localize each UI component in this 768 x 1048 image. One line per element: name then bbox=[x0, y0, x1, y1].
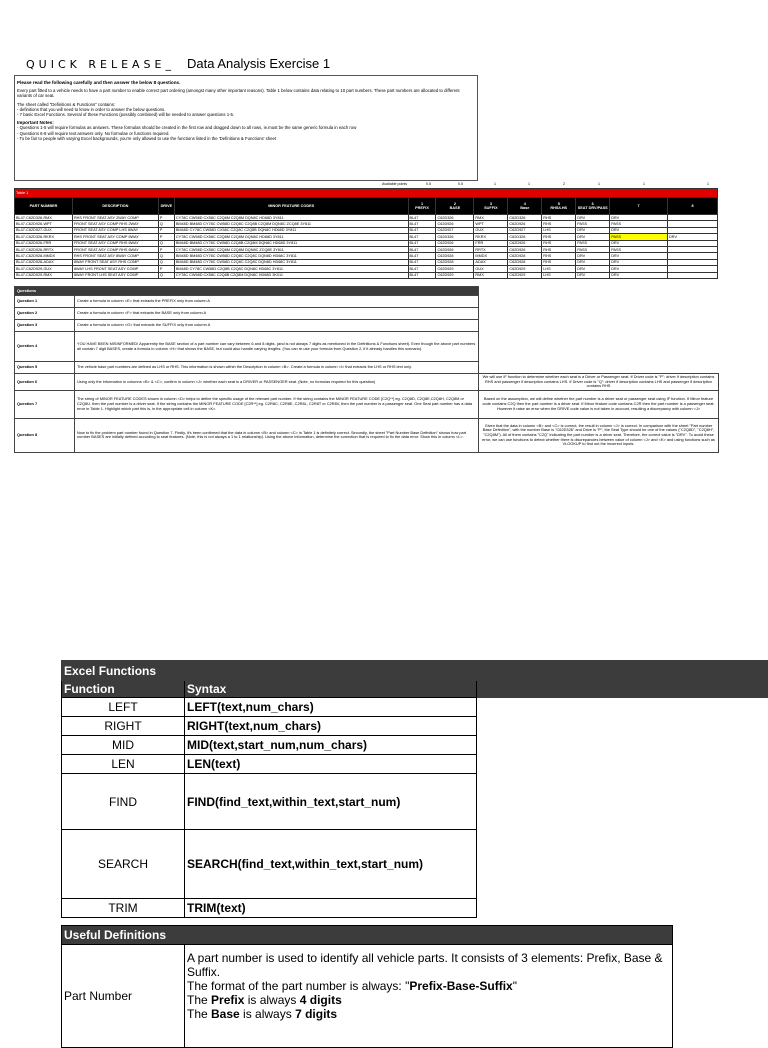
table-cell[interactable]: DRV bbox=[610, 227, 668, 233]
function-name: SEARCH bbox=[62, 830, 185, 899]
table-cell[interactable]: Q bbox=[158, 253, 174, 259]
table-cell[interactable]: RHS bbox=[542, 259, 576, 265]
question-text: Using only the information in columns <B> & <C>, confirm in column <J> whether each seat is a DRIVER or PASSENGER seat. (Note, no formulas required for this question) bbox=[75, 374, 479, 391]
table-cell[interactable]: FRONT SEAT ASY COMP LHS 8WAY bbox=[72, 227, 158, 233]
question-row bbox=[15, 332, 719, 362]
table-cell[interactable]: CY78C CW58D CX58C C2Q8M C2Q8M DQN8C HD68D 3Y811 bbox=[174, 215, 408, 221]
table-cell[interactable]: WPT bbox=[474, 221, 508, 227]
points-value: 1 bbox=[643, 182, 645, 186]
table-cell[interactable]: BM48D BM48D CY78C CW58D C2Q8B C2Q8M DQN8C HD68D 3Y811 bbox=[174, 240, 408, 246]
function-name: TRIM bbox=[62, 899, 185, 918]
question-label: Question 7 bbox=[15, 390, 75, 418]
points-value: 1 bbox=[528, 182, 530, 186]
table-1-column-header: 7 bbox=[610, 198, 668, 215]
useful-definitions-heading: Useful Definitions bbox=[62, 926, 673, 945]
table-cell[interactable]: BL47 bbox=[408, 259, 436, 265]
points-value: 0.5 bbox=[426, 182, 431, 186]
table-1-column-header: DRIVE bbox=[158, 198, 174, 215]
table-cell[interactable]: C62D929 bbox=[436, 272, 474, 278]
instructions-p2: The sheet called "Definitions & Functions" contains: bbox=[17, 101, 116, 107]
table-cell[interactable]: PASS bbox=[610, 221, 668, 227]
table-cell[interactable]: DRV bbox=[576, 215, 610, 221]
function-row bbox=[62, 774, 768, 830]
table-cell[interactable]: BL47 bbox=[408, 215, 436, 221]
table-cell[interactable]: RRTX bbox=[474, 246, 508, 252]
function-syntax: FIND(find_text,within_text,start_num) bbox=[185, 774, 477, 830]
useful-definitions-table bbox=[61, 925, 673, 1048]
table-cell[interactable]: BM48D BM48D CY78C CW58D C2Q8C C2Q8B C2Q8M DQN8C ZCQ8E 3Y811 bbox=[174, 221, 408, 227]
table-cell[interactable]: PASS bbox=[610, 246, 668, 252]
table-cell[interactable]: P bbox=[158, 215, 174, 221]
page-header bbox=[26, 56, 330, 71]
question-label: Question 3 bbox=[15, 320, 75, 332]
table-cell[interactable]: DRV bbox=[610, 266, 668, 272]
table-cell[interactable]: BL47-C62D326-RMX bbox=[15, 215, 73, 221]
question-text: The string of MINOR FEATURE CODES shown in column <D> helps to define the specific usage of the relevant part number. If the string contains the MINOR FEATURE CODE [C2Q**] eg. C2Q8D, C2Q8E,C2Q8H, C2Q8M or C2Q8U, then the part number is a driver seat. If the string contains the MINOR FEATURE CODE [C2R**] eg. C2R8C, C2R8E, C2R8L, C2R8T or C2R8V, then the part number is a passenger seat. One Seat part number has a data error in Table 1. Highlight which part this is, in the appropriate cell in column <K>. bbox=[75, 390, 479, 418]
question-row bbox=[15, 418, 719, 452]
definition-line: The format of the part number is always: "Prefix-Base-Suffix" bbox=[187, 979, 517, 993]
table-1-column-header: 1 PREFIX bbox=[408, 198, 436, 215]
table-cell[interactable]: LHS bbox=[542, 227, 576, 233]
table-cell[interactable]: MMDX bbox=[474, 253, 508, 259]
table-cell[interactable]: CY78C CW58D CX58C C2Q8M C2Q8M DQN8C HD68D 3Y811 bbox=[174, 234, 408, 240]
table-cell[interactable]: FRONT SEAT ASY COMP RHS 2WAY bbox=[72, 221, 158, 227]
syntax-column-header: Syntax bbox=[185, 681, 477, 698]
table-cell[interactable]: P bbox=[158, 227, 174, 233]
table-cell[interactable]: DRV bbox=[576, 253, 610, 259]
table-cell[interactable]: P bbox=[158, 234, 174, 240]
table-cell[interactable]: RHS bbox=[542, 253, 576, 259]
table-cell[interactable]: Q bbox=[158, 240, 174, 246]
table-cell[interactable]: RMX bbox=[474, 215, 508, 221]
table-cell[interactable]: LHS bbox=[542, 266, 576, 272]
table-cell[interactable]: BL47-C62D928-MMDX bbox=[15, 253, 73, 259]
table-cell[interactable]: P bbox=[158, 266, 174, 272]
table-cell[interactable]: C62D926 bbox=[508, 240, 542, 246]
function-row bbox=[62, 830, 768, 899]
points-value: 2 bbox=[563, 182, 565, 186]
table-cell[interactable]: C62D926 bbox=[436, 246, 474, 252]
function-syntax: MID(text,start_num,num_chars) bbox=[185, 736, 477, 755]
table-cell[interactable]: RHS bbox=[542, 221, 576, 227]
question-label: Question 1 bbox=[15, 296, 75, 308]
function-row bbox=[62, 899, 768, 918]
table-cell[interactable]: FRONT SEAT ASY COMP RHS 6WAY bbox=[72, 246, 158, 252]
table-cell[interactable]: DRV bbox=[610, 259, 668, 265]
question-answer[interactable] bbox=[479, 296, 719, 308]
function-syntax: LEN(text) bbox=[185, 755, 477, 774]
question-text: Now to fix the problem part number found in Question 7. Firstly, it's been confirmed that the data in column <B> and column <C> in Table 1 is definitely correct. Secondly, the sheet "Part Number Base Definition" shows how part number BASES are initially defined according to seat features. (Note, this is not always a 1 to 1 relationship). Using the above information, determine the correction that is required to fix the data error. Show this in column <L>. bbox=[75, 418, 479, 452]
table-cell[interactable]: BM48D BM48D CY78C CW58D C2Q8C C2Q8C DQN8D HD68C 3Y811 bbox=[174, 259, 408, 265]
table-cell[interactable]: Q bbox=[158, 221, 174, 227]
question-answer[interactable]: Based on the assumption, we will define whether the part number is a driver seat or passenger seat using IF function. If Minor feature code contains C2Q then the part number is a driver seat. If Minor feature code contains C2R then the part number is a passenger seat. However it raise an error when the DRIVE code value is not taken in account, resulting a discrepancy with column <J> bbox=[479, 390, 719, 418]
table-cell[interactable]: DRV bbox=[576, 266, 610, 272]
table-cell[interactable]: RHS bbox=[542, 246, 576, 252]
instructions-box bbox=[14, 75, 478, 181]
excel-functions-heading: Excel Functions bbox=[62, 661, 477, 681]
table-cell[interactable]: RHS FRONT SEAT ASY 2WAY COMP bbox=[72, 215, 158, 221]
table-1-column-header: PART NUMBER bbox=[15, 198, 73, 215]
table-1-column-header: 4 Base bbox=[508, 198, 542, 215]
question-label: Question 6 bbox=[15, 374, 75, 391]
function-row bbox=[62, 755, 768, 774]
table-cell[interactable]: Q bbox=[158, 272, 174, 278]
question-row bbox=[15, 374, 719, 391]
table-1-column-header: 2 BASE bbox=[436, 198, 474, 215]
table-cell[interactable]: P bbox=[158, 246, 174, 252]
table-cell[interactable]: BL47-C62D929-GUX bbox=[15, 266, 73, 272]
points-value: 1 bbox=[598, 182, 600, 186]
table-cell[interactable]: CY78C CW58D CX58C C2Q8M C2Q8M DQN8C ZCQ8E 3Y811 bbox=[174, 246, 408, 252]
question-answer[interactable]: We will use IF function to determine whether each seat is a Driver or Passenger seat. If Driver code is "P": driver if description contains RHS and passenger if description contains LHS. If Driver code is "Q": driver if description contains LHS and passenger if description contains RHS bbox=[479, 374, 719, 391]
table-cell[interactable]: BL47 bbox=[408, 272, 436, 278]
table-cell[interactable]: BL47-C62D928-ADAX bbox=[15, 259, 73, 265]
question-answer[interactable] bbox=[479, 320, 719, 332]
table-cell[interactable]: 8WAY FRONT LHS SEAT ASY COMP bbox=[72, 272, 158, 278]
table-cell[interactable]: RKRX bbox=[474, 234, 508, 240]
table-cell[interactable]: RMX bbox=[474, 272, 508, 278]
question-label: Question 5 bbox=[15, 362, 75, 374]
table-cell[interactable]: DRV bbox=[576, 272, 610, 278]
page-title: Data Analysis Exercise 1 bbox=[186, 56, 331, 71]
table-cell[interactable]: BM48D CY78C CW58D CX58C C2Q8C C2Q8B DQN8C HD68D 3Y811 bbox=[174, 227, 408, 233]
table-cell[interactable]: C62D927 bbox=[436, 227, 474, 233]
question-text: Create a formula in column <F> that extracts the BASE only from column A bbox=[75, 308, 479, 320]
table-cell[interactable]: BL47 bbox=[408, 266, 436, 272]
table-cell[interactable] bbox=[668, 272, 718, 278]
table-cell[interactable]: LHS bbox=[542, 272, 576, 278]
table-cell[interactable]: RHS bbox=[542, 240, 576, 246]
table-cell[interactable]: BL47 bbox=[408, 246, 436, 252]
function-name: LEN bbox=[62, 755, 185, 774]
table-cell[interactable]: BL47-C62D326-RKRX bbox=[15, 234, 73, 240]
points-value: 1 bbox=[494, 182, 496, 186]
function-name: MID bbox=[62, 736, 185, 755]
question-text: Create a formula in column <E> that extracts the PREFIX only from column A bbox=[75, 296, 479, 308]
table-cell[interactable]: PASS bbox=[610, 234, 668, 240]
table-cell[interactable]: RHS FRONT SEAT ASY COMP 6WAY bbox=[72, 234, 158, 240]
table-cell[interactable]: C62D926 bbox=[436, 221, 474, 227]
question-text: Create a formula in column <G> that extracts the SUFFIX only from column A bbox=[75, 320, 479, 332]
table-cell[interactable]: BL47 bbox=[408, 253, 436, 259]
table-cell[interactable]: BL47 bbox=[408, 240, 436, 246]
table-cell[interactable]: BL47 bbox=[408, 227, 436, 233]
table-cell[interactable]: RHS bbox=[542, 234, 576, 240]
function-name: LEFT bbox=[62, 698, 185, 717]
question-answer[interactable] bbox=[479, 308, 719, 320]
table-1-column-header: 3 SUFFIX bbox=[474, 198, 508, 215]
available-points-label: Available points bbox=[382, 182, 408, 186]
table-cell[interactable]: C62D326 bbox=[508, 215, 542, 221]
table-cell[interactable]: DRV bbox=[610, 253, 668, 259]
points-value: 1 bbox=[707, 182, 709, 186]
definition-body bbox=[185, 945, 673, 1048]
function-name: FIND bbox=[62, 774, 185, 830]
instructions-p2b: - 7 basic Excel Functions. Several of these Functions (possibly combined) will be needed to answer questions 1-5. bbox=[17, 112, 235, 118]
function-column-header: Function bbox=[62, 681, 185, 698]
table-1-title: Table 1 bbox=[15, 189, 718, 198]
question-answer[interactable] bbox=[479, 362, 719, 374]
table-cell[interactable]: DRV bbox=[610, 272, 668, 278]
table-1-column-header: 6 SEAT DRV/PASS bbox=[576, 198, 610, 215]
question-row bbox=[15, 308, 719, 320]
question-row bbox=[15, 296, 719, 308]
table-1 bbox=[14, 188, 718, 279]
table-cell[interactable]: PASS bbox=[576, 246, 610, 252]
question-answer[interactable] bbox=[479, 332, 719, 362]
table-cell[interactable]: PASS bbox=[576, 221, 610, 227]
table-1-column-header: 5 RHS/LHS bbox=[542, 198, 576, 215]
table-cell[interactable]: C62D929 bbox=[436, 266, 474, 272]
table-cell[interactable]: C62D326 bbox=[436, 234, 474, 240]
table-cell[interactable]: RHS FRONT SEAT ASY 8WAY COMP bbox=[72, 253, 158, 259]
function-syntax: SEARCH(find_text,within_text,start_num) bbox=[185, 830, 477, 899]
table-cell[interactable]: BM48D BM48D CY78C CW58D C2Q8C C2Q8C DQN8D HD68C 3Y811 bbox=[174, 253, 408, 259]
table-cell[interactable]: BL47 bbox=[408, 221, 436, 227]
table-cell[interactable]: C62D926 bbox=[508, 221, 542, 227]
question-label: Question 8 bbox=[15, 418, 75, 452]
question-text: YOU HAVE BEEN MISINFORMED! Apparently the BASE section of a part number can vary between 6 and 8 digits. (and is not always 7 digits as mentioned in the Definitions & Functions sheet). Even though the above part numbers all contain 7 digit BASES, create a formula in column <H> that shows the BASE, but could also handle varying lengths. (You can re-use your formula from Question 2, if it already handles this scenario). bbox=[75, 332, 479, 362]
question-row bbox=[15, 320, 719, 332]
table-cell[interactable]: PASS bbox=[576, 240, 610, 246]
questions-heading: Questions bbox=[15, 287, 479, 296]
instructions-p2a: - definitions that you will need to know in order to answer the below questions. bbox=[17, 106, 166, 112]
instructions-p1: Every part fitted to a vehicle needs to have a part number to enable correct part ordering (amongst many other important reasons). Table 1 below contains data relating to 10 part numbers. These part numbers are allocated to different variants of car seat. bbox=[17, 88, 460, 99]
table-cell[interactable]: C62D928 bbox=[436, 253, 474, 259]
definition-line: The Base is always 7 digits bbox=[187, 1007, 338, 1021]
table-cell[interactable]: DRV bbox=[576, 259, 610, 265]
note-3: - To be fair to people with varying Excel backgrounds, you're only allowed to use the functions listed in the 'Definitions & Functions' sheet bbox=[17, 135, 277, 141]
brand-logo: QUICK RELEASE_ bbox=[26, 58, 175, 71]
question-row bbox=[15, 362, 719, 374]
table-cell[interactable]: GUX bbox=[474, 227, 508, 233]
table-cell[interactable]: C62D928 bbox=[508, 253, 542, 259]
table-cell[interactable]: RHS bbox=[542, 215, 576, 221]
table-cell[interactable]: DRV bbox=[668, 234, 718, 240]
table-1-column-header: DESCRIPTION bbox=[72, 198, 158, 215]
question-label: Question 2 bbox=[15, 308, 75, 320]
table-1-column-header: MINOR FEATURE CODES bbox=[174, 198, 408, 215]
table-cell[interactable]: C62D927 bbox=[508, 227, 542, 233]
table-cell[interactable]: C62D928 bbox=[436, 259, 474, 265]
note-2: - Questions 6-8 will require text answers only. No formulae or functions required. bbox=[17, 130, 170, 136]
table-row bbox=[15, 272, 718, 278]
questions-table bbox=[14, 286, 719, 453]
table-1-column-header: 8 bbox=[668, 198, 718, 215]
table-cell[interactable]: Q bbox=[158, 259, 174, 265]
table-cell[interactable]: DRV bbox=[576, 234, 610, 240]
table-cell[interactable]: 8WAY LHS FRONT SEAT ASY COMP bbox=[72, 266, 158, 272]
table-cell[interactable]: C62D926 bbox=[508, 246, 542, 252]
table-cell[interactable]: C62D326 bbox=[436, 215, 474, 221]
table-cell[interactable]: ADAX bbox=[474, 259, 508, 265]
points-value: 0.5 bbox=[458, 182, 463, 186]
function-row bbox=[62, 717, 768, 736]
table-cell[interactable]: BL47 bbox=[408, 234, 436, 240]
table-cell[interactable]: BL47-C62D929-RMX bbox=[15, 272, 73, 278]
question-row bbox=[15, 390, 719, 418]
table-cell[interactable]: C62D929 bbox=[508, 266, 542, 272]
function-row bbox=[62, 698, 768, 717]
definition-line: The Prefix is always 4 digits bbox=[187, 993, 342, 1007]
table-cell[interactable]: DRV bbox=[610, 215, 668, 221]
table-cell[interactable]: DRV bbox=[610, 240, 668, 246]
function-syntax: TRIM(text) bbox=[185, 899, 477, 918]
table-cell[interactable]: GUX bbox=[474, 266, 508, 272]
definition-line: A part number is used to identify all vehicle parts. It consists of 3 elements: Prefix, Base & Suffix. bbox=[187, 951, 663, 979]
table-cell[interactable]: C62D326 bbox=[508, 234, 542, 240]
table-cell[interactable]: C62D929 bbox=[508, 272, 542, 278]
function-syntax: LEFT(text,num_chars) bbox=[185, 698, 477, 717]
question-text: The vehicle base part numbers are defined as LHS or RHS. This information is shown within the Description in column <B>. Create a formula in column <I> that extracts the LHS or RHS text only. bbox=[75, 362, 479, 374]
table-cell[interactable]: 8WAY FRONT SEAT ASY RHS COMP bbox=[72, 259, 158, 265]
table-cell[interactable]: FRONT SEAT ASY COMP RHS 6WAY bbox=[72, 240, 158, 246]
table-cell[interactable]: CY78C CW58D CX58C C2Q8B C2Q8M DQN8C HD68D 3K011 bbox=[174, 272, 408, 278]
table-cell[interactable]: BL47-C62D926-FRR bbox=[15, 240, 73, 246]
table-cell[interactable]: DRV bbox=[576, 227, 610, 233]
notes-heading: Important Notes: bbox=[17, 120, 54, 126]
table-cell[interactable]: BL47-C62D927-GUX bbox=[15, 227, 73, 233]
function-syntax: RIGHT(text,num_chars) bbox=[185, 717, 477, 736]
instructions-heading: Please read the following carefully and then answer the below 8 questions. bbox=[17, 80, 181, 85]
table-cell[interactable]: C62D928 bbox=[508, 259, 542, 265]
table-cell[interactable]: BL47-C62D926-WPT bbox=[15, 221, 73, 227]
question-label: Question 4 bbox=[15, 332, 75, 362]
function-row bbox=[62, 736, 768, 755]
table-cell[interactable]: BM48D CY78C CW58D C2Q8B C2Q8C DQN8C HD68C 3Y811 bbox=[174, 266, 408, 272]
table-cell[interactable]: C62D926 bbox=[436, 240, 474, 246]
note-1: - Questions 1-5 will require formulas as answers. These formulas should be created in the first row and dragged down to all rows, ie.must be the same generic formula in each row bbox=[17, 125, 357, 131]
excel-functions-table bbox=[61, 660, 768, 918]
table-cell[interactable]: FRR bbox=[474, 240, 508, 246]
function-name: RIGHT bbox=[62, 717, 185, 736]
definition-term: Part Number bbox=[62, 945, 185, 1048]
table-cell[interactable]: BL47-C62D926-RRTX bbox=[15, 246, 73, 252]
question-answer[interactable]: Given that the data in column <B> and <C> is correct, the result in column <J> is correct. In comparison with the sheet "Part number Base Definition", with the number Base is "C62D326" and Drive is "P", the Seat Type should be one of the values ("C2Q8D", "C2Q8H", "C2Q8M"). All of them contains "C2Q" indicating the part number is a driver seat. Therefore, the correct value is "DRV". To avoid these error, we can use functions to detect whether there is discrepancies between value of column <J> and <K> and using functions such as VLOOKUP to find out the incorrect inputs. bbox=[479, 418, 719, 452]
